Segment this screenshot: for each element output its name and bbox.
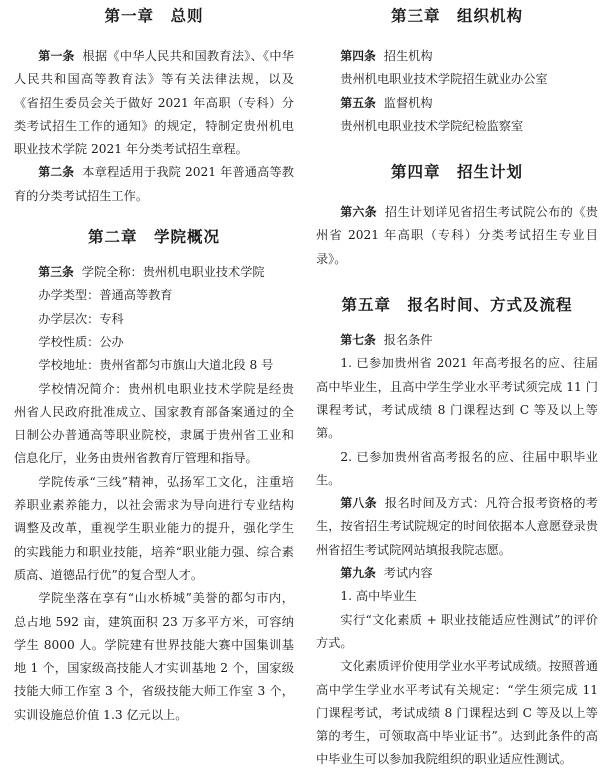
- article-4-text: 招生机构: [383, 49, 433, 63]
- article-1-text: 根据《中华人民共和国教育法》、《中华人民共和国高等教育法》等有关法律法规，以及《省招生委员会关于做好 2021 年高职（专科）分类考试招生工作的通知》的规定，特制定贵州机电职业技术学院 2021 年分类考试招生章程。: [14, 49, 294, 157]
- article-4: [316, 45, 598, 68]
- article-3-text: 学院全称：贵州机电职业技术学院: [81, 265, 265, 280]
- article-3-label: 第三条: [38, 265, 74, 280]
- article-1-label: 第一条: [38, 49, 75, 63]
- school-nature: 学校性质：公办: [38, 334, 124, 349]
- exam-sub-1: 1. 高中毕业生: [340, 589, 417, 604]
- run-level: 办学层次：专科: [38, 311, 124, 326]
- chapter-5-title: 第五章 报名时间、方式及流程: [341, 296, 573, 315]
- article-9-text: 考试内容: [383, 566, 433, 581]
- condition-1: 1. 已参加贵州省 2021 年高考报名的应、往届高中毕业生，且高中学生学业水平考试须完成 11 门课程考试，考试成绩 8 门课程达到 C 等及以上等第。: [316, 356, 598, 441]
- condition-2: 2. 已参加贵州省高考报名的应、往届中职毕业生。: [316, 449, 598, 487]
- school-campus: 学院坐落在享有“山水桥城”美誉的都匀市内，总占地 592 亩，建筑面积 23 万多平方米，可容纳学生 8000 人。学院建有世界技能大赛中国集训基地 1 个，国家级高技能人才实训基地 2 个，国家级技能大师工作室 3 个，省级技能大师工作室 3 个，实训设施总价值 1.3 亿元以上。: [14, 591, 294, 722]
- article-4-label: 第四条: [340, 49, 376, 63]
- right-column: [316, 0, 598, 772]
- article-8-label: 第八条: [340, 496, 377, 511]
- school-spirit: 学院传承“三线”精神，弘扬军工文化，注重培养职业素养能力，以社会需求为导向进行专业结构调整及改革，重视学生职业能力的提升，强化学生的实践能力和职业技能，培养“职业能力强、综合素质高、道德品行优”的复合型人才。: [14, 474, 294, 582]
- article-7-text: 报名条件: [383, 333, 433, 348]
- chapter-2-title: 第二章 学院概况: [87, 228, 220, 247]
- article-8: [316, 492, 598, 562]
- article-6: [316, 201, 598, 271]
- article-7-label: 第七条: [340, 333, 376, 348]
- article-2: [14, 161, 294, 208]
- exam-culture: 文化素质评价使用学业水平考试成绩。按照普通高中学生学业水平考试有关规定：“学生须完成 11 门课程考试，考试成绩 8 门课程达到 C 等及以上等第的考生，可领取高中毕业证书”。达到此条件的高中毕业生可以参加我院组织的职业适应性测试。: [316, 659, 598, 767]
- exam-implementation: 实行“文化素质 + 职业技能适应性测试”的评价方式。: [316, 612, 598, 650]
- article-5-label: 第五条: [340, 95, 376, 110]
- chapter-1-title: 第一章 总则: [104, 7, 204, 25]
- article-9: [316, 562, 598, 585]
- article-5: [316, 92, 598, 115]
- article-3: [14, 261, 294, 284]
- article-8-text: 报名时间及方式：凡符合报考资格的考生，按省招生考试院规定的时间依据本人意愿登录贵州省招生考试院网站填报我院志愿。: [316, 496, 598, 557]
- left-column: [14, 0, 294, 727]
- school-address: 学校地址：贵州省都匀市旗山大道北段 8 号: [38, 358, 274, 373]
- article-2-label: 第二条: [38, 165, 75, 180]
- article-2-text: 本章程适用于我院 2021 年普通高等教育的分类考试招生工作。: [14, 165, 294, 203]
- article-7: [316, 329, 598, 352]
- article-5-text: 监督机构: [383, 95, 433, 110]
- run-type: 办学类型：普通高等教育: [38, 288, 173, 303]
- school-intro: 学校情况简介：贵州机电职业技术学院是经贵州省人民政府批准成立、国家教育部备案通过的全日制公办普通高等职业院校，隶属于贵州省工业和信息化厅，业务由贵州省教育厅管理和指导。: [14, 381, 294, 466]
- article-5-org: 贵州机电职业技术学院纪检监察室: [340, 118, 524, 133]
- article-6-label: 第六条: [340, 205, 377, 220]
- article-9-label: 第九条: [340, 566, 376, 581]
- article-6-text: 招生计划详见省招生考试院公布的《贵州省 2021 年高职（专科）分类考试招生专业目录》。: [316, 205, 598, 266]
- article-4-org: 贵州机电职业技术学院招生就业办公室: [340, 72, 548, 87]
- chapter-4-title: 第四章 招生计划: [390, 163, 523, 182]
- chapter-3-title: 第三章 组织机构: [390, 7, 523, 25]
- article-1: [14, 45, 294, 161]
